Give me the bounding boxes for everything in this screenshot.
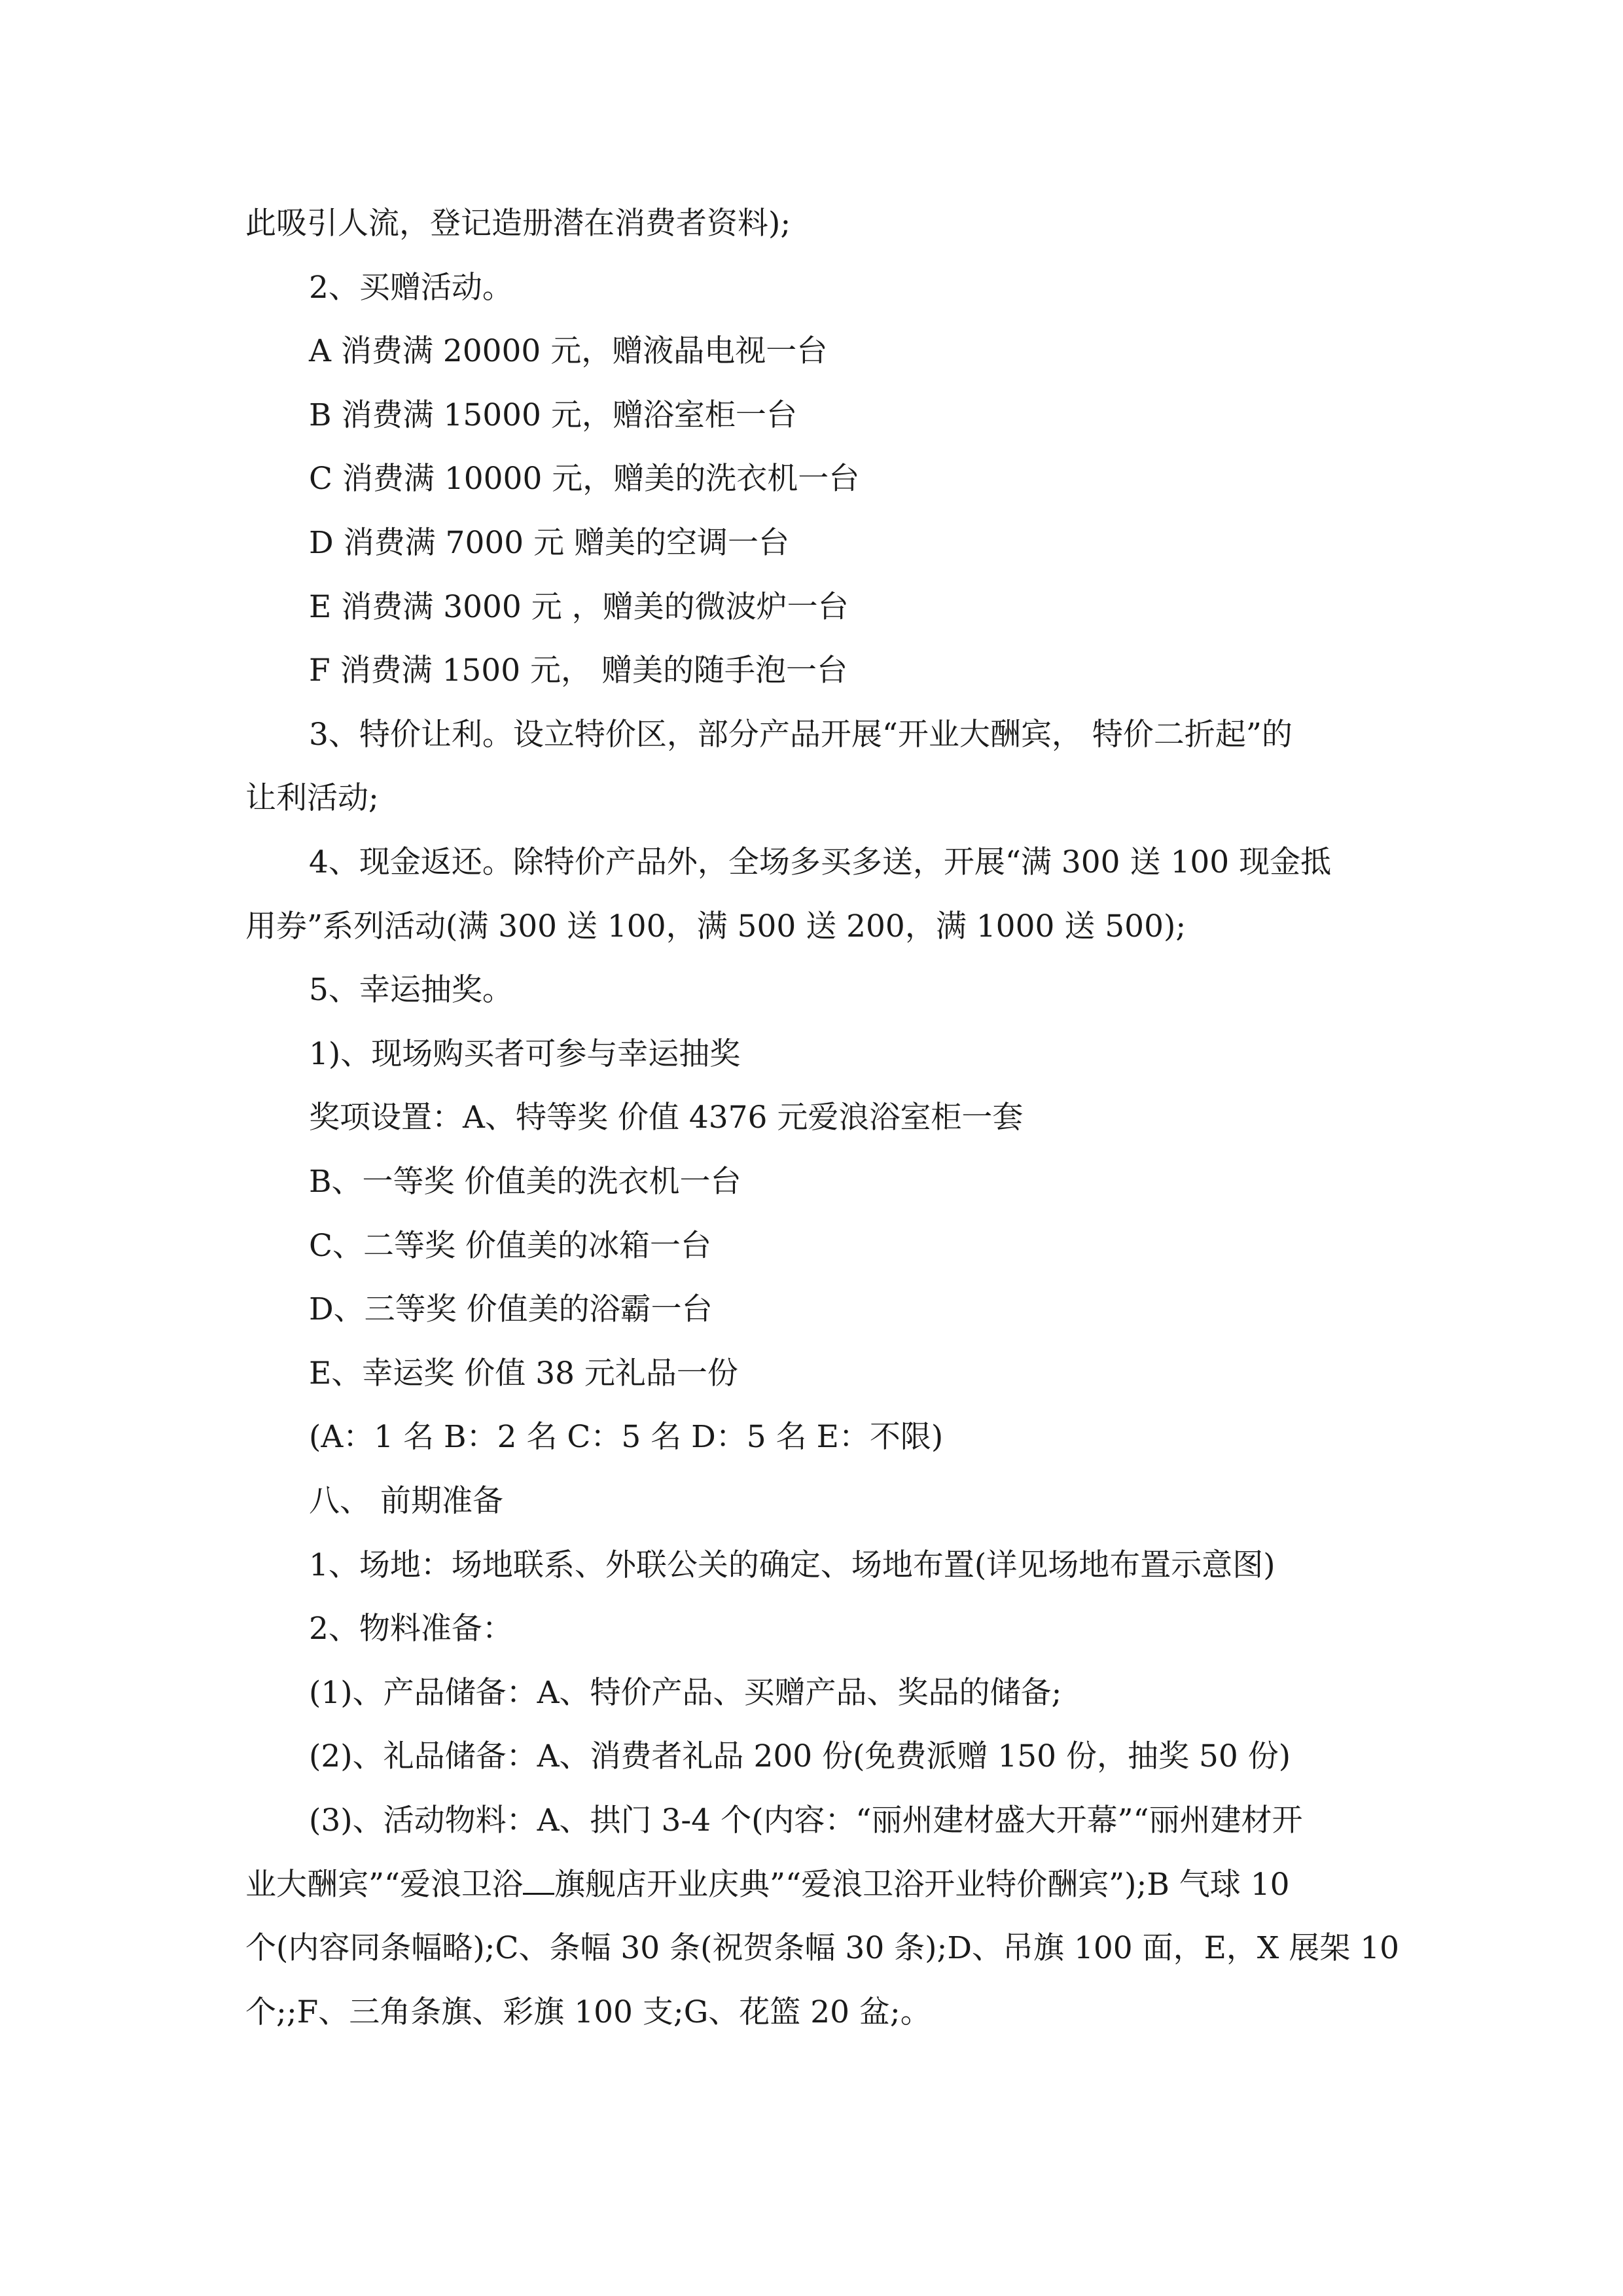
text-line: 3、特价让利。设立特价区，部分产品开展“开业大酬宾， 特价二折起”的 (309, 717, 1293, 753)
text-line: C、二等奖 价值美的冰箱一台 (309, 1228, 711, 1264)
text-line (245, 1865, 1290, 1905)
text-line: F 消费满 1500 元， 赠美的随手泡一台 (309, 653, 847, 689)
text-line: (2)、礼品储备：A、消费者礼品 200 份(免费派赠 150 份，抽奖 50 份) (309, 1738, 1291, 1774)
text-line: (A：1 名 B：2 名 C：5 名 D：5 名 E：不限) (309, 1419, 944, 1455)
text-line: 1、场地：场地联系、外联公关的确定、场地布置(详见场地布置示意图) (309, 1547, 1275, 1583)
text-line: B 消费满 15000 元，赠浴室柜一台 (309, 397, 797, 433)
text-line: A 消费满 20000 元，赠液晶电视一台 (309, 333, 828, 369)
section-heading: 八、 前期准备 (309, 1483, 503, 1519)
text-line: 此吸引人流，登记造册潜在消费者资料); (245, 206, 791, 242)
text-line: E、幸运奖 价值 38 元礼品一份 (309, 1355, 738, 1391)
text-line: D 消费满 7000 元 赠美的空调一台 (309, 525, 790, 561)
text-line: 1)、现场购买者可参与幸运抽奖 (309, 1036, 741, 1072)
text-line: 4、现金返还。除特价产品外，全场多买多送，开展“满 300 送 100 现金抵 (309, 844, 1332, 880)
text-line: 用券”系列活动(满 300 送 100，满 500 送 200，满 1000 送 500); (245, 908, 1186, 944)
text-segment: 业大酬宾”“爱浪卫浴 (245, 1867, 524, 1903)
text-line: 奖项设置：A、特等奖 价值 4376 元爱浪浴室柜一套 (309, 1100, 1024, 1136)
text-line: C 消费满 10000 元，赠美的洗衣机一台 (309, 461, 860, 497)
text-line: (1)、产品储备：A、特价产品、买赠产品、奖品的储备; (309, 1675, 1062, 1711)
text-line: 2、物料准备： (309, 1611, 513, 1647)
text-line: D、三等奖 价值美的浴霸一台 (309, 1291, 713, 1327)
text-line: B、一等奖 价值美的洗衣机一台 (309, 1164, 741, 1200)
text-line: 5、幸运抽奖。 (309, 972, 513, 1008)
text-line: 个(内容同条幅略);C、条幅 30 条(祝贺条幅 30 条);D、吊旗 100 面，E，X 展架 10 (245, 1930, 1400, 1966)
text-segment: 旗舰店开业庆典”“爱浪卫浴开业特价酬宾”);B 气球 10 (554, 1867, 1290, 1903)
blank-underline (523, 1865, 554, 1895)
text-line: 让利活动; (245, 780, 379, 816)
text-line: 2、买赠活动。 (309, 270, 513, 306)
text-line: 个;;F、三角条旗、彩旗 100 支;G、花篮 20 盆;。 (245, 1994, 931, 2030)
text-line: E 消费满 3000 元 ，赠美的微波炉一台 (309, 589, 849, 625)
text-line: (3)、活动物料：A、拱门 3-4 个(内容：“丽州建材盛大开幕”“丽州建材开 (309, 1803, 1303, 1839)
